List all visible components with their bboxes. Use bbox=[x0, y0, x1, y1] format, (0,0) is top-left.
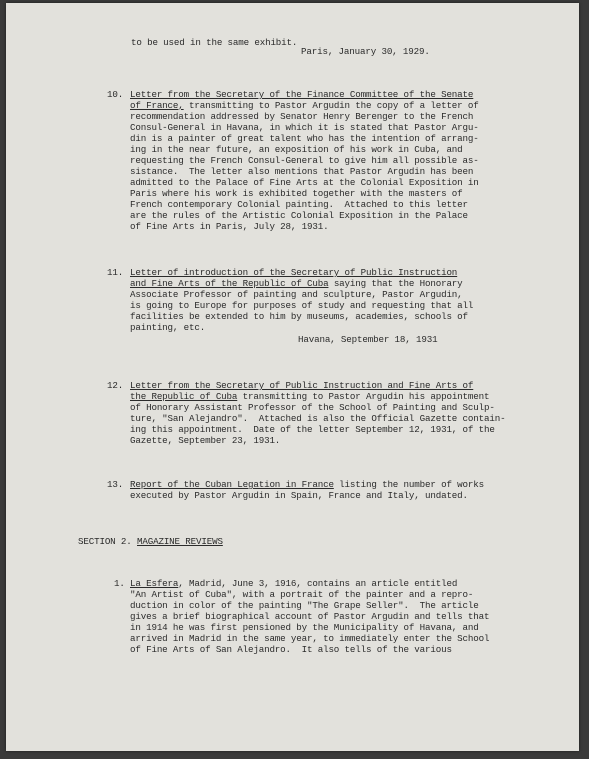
underlined-text: Report of the Cuban Legation in France bbox=[130, 479, 334, 490]
body-text: Gazette, September 23, 1931. bbox=[130, 435, 281, 446]
review-line bbox=[130, 578, 457, 589]
item-line bbox=[130, 300, 473, 311]
body-text: ing in the near future, an exposition of his work in Cuba, and bbox=[130, 144, 463, 155]
item-line bbox=[130, 311, 468, 322]
item-line bbox=[130, 199, 468, 210]
body-text: executed by Pastor Argudin in Spain, France and Italy, undated. bbox=[130, 490, 468, 501]
review-line bbox=[130, 633, 489, 644]
section-heading bbox=[78, 536, 223, 547]
body-text: Consul-General in Havana, in which it is stated that Pastor Argu- bbox=[130, 122, 479, 133]
item-dateline: Havana, September 18, 1931 bbox=[298, 334, 438, 345]
body-text: Paris where his work is exhibited together with the masters of bbox=[130, 188, 463, 199]
item-line bbox=[130, 380, 473, 391]
underlined-text: Letter of introduction of the Secretary of Public Instruction bbox=[130, 267, 458, 278]
body-text: saying that the Honorary bbox=[328, 278, 463, 289]
item-line bbox=[130, 122, 479, 133]
body-text: facilities be extended to him by museums, academies, schools of bbox=[130, 311, 468, 322]
body-text: listing the number of works bbox=[333, 479, 484, 490]
body-text: gives a brief biographical account of Pastor Argudin and tells that bbox=[130, 611, 490, 622]
item-line bbox=[130, 155, 479, 166]
item-number: 10. bbox=[107, 89, 124, 100]
item-line bbox=[130, 413, 505, 424]
item-line bbox=[130, 391, 489, 402]
body-text: of Honorary Assistant Professor of the School of Painting and Sculp- bbox=[130, 402, 495, 413]
item-line bbox=[130, 289, 463, 300]
review-line bbox=[130, 611, 489, 622]
item-line bbox=[130, 111, 473, 122]
fragment-line: to be used in the same exhibit. bbox=[131, 37, 298, 48]
item-line bbox=[130, 100, 479, 111]
item-line bbox=[130, 210, 468, 221]
body-text: arrived in Madrid in the same year, to immediately enter the School bbox=[130, 633, 490, 644]
section-prefix: SECTION 2. bbox=[78, 536, 137, 547]
item-line bbox=[130, 177, 479, 188]
item-number: 11. bbox=[107, 267, 124, 278]
body-text: of Fine Arts in Paris, July 28, 1931. bbox=[130, 221, 329, 232]
underlined-text: La Esfera bbox=[130, 578, 179, 589]
document-page bbox=[6, 3, 579, 751]
section-title: MAGAZINE REVIEWS bbox=[137, 536, 223, 547]
item-line bbox=[130, 490, 468, 501]
body-text: transmitting to Pastor Argudin the copy of a letter of bbox=[183, 100, 479, 111]
body-text: painting, etc. bbox=[130, 322, 206, 333]
body-text: are the rules of the Artistic Colonial Exposition in the Palace bbox=[130, 210, 468, 221]
body-text: is going to Europe for purposes of study and requesting that all bbox=[130, 300, 474, 311]
body-text: "An Artist of Cuba", with a portrait of the painter and a repro- bbox=[130, 589, 474, 600]
review-number: 1. bbox=[114, 578, 125, 589]
body-text: din is a painter of great talent who has the intention of arrang- bbox=[130, 133, 479, 144]
body-text: of Fine Arts of San Alejandro. It also tells of the various bbox=[130, 644, 452, 655]
underlined-text: and Fine Arts of the Republic of Cuba bbox=[130, 278, 329, 289]
item-line bbox=[130, 402, 495, 413]
item-number: 13. bbox=[107, 479, 124, 490]
item-line bbox=[130, 133, 479, 144]
review-line bbox=[130, 589, 473, 600]
underlined-text: Letter from the Secretary of the Finance Committee of the Senate bbox=[130, 89, 474, 100]
body-text: duction in color of the painting "The Grape Seller". The article bbox=[130, 600, 479, 611]
review-line bbox=[130, 644, 452, 655]
body-text: ing this appointment. Date of the letter September 12, 1931, of the bbox=[130, 424, 495, 435]
item-line bbox=[130, 267, 457, 278]
item-line bbox=[130, 479, 484, 490]
body-text: Associate Professor of painting and sculpture, Pastor Argudin, bbox=[130, 289, 463, 300]
item-line bbox=[130, 278, 463, 289]
body-text: , Madrid, June 3, 1916, contains an article entitled bbox=[178, 578, 458, 589]
item-line bbox=[130, 144, 463, 155]
fragment-dateline: Paris, January 30, 1929. bbox=[301, 46, 430, 57]
item-number: 12. bbox=[107, 380, 124, 391]
body-text: admitted to the Palace of Fine Arts at the Colonial Exposition in bbox=[130, 177, 479, 188]
item-line bbox=[130, 221, 328, 232]
underlined-text: Letter from the Secretary of Public Instruction and Fine Arts of bbox=[130, 380, 474, 391]
body-text: sistance. The letter also mentions that Pastor Argudin has been bbox=[130, 166, 474, 177]
item-line bbox=[130, 435, 280, 446]
review-line bbox=[130, 600, 479, 611]
item-line bbox=[130, 188, 463, 199]
underlined-text: of France, bbox=[130, 100, 184, 111]
body-text: requesting the French Consul-General to give him all possible as- bbox=[130, 155, 479, 166]
body-text: in 1914 he was first pensioned by the Municipality of Havana, and bbox=[130, 622, 479, 633]
item-line bbox=[130, 322, 205, 333]
underlined-text: the Republic of Cuba bbox=[130, 391, 238, 402]
item-line bbox=[130, 424, 495, 435]
body-text: recommendation addressed by Senator Henry Berenger to the French bbox=[130, 111, 474, 122]
body-text: ture, "San Alejandro". Attached is also the Official Gazette contain- bbox=[130, 413, 506, 424]
item-line bbox=[130, 89, 473, 100]
body-text: transmitting to Pastor Argudin his appointment bbox=[237, 391, 490, 402]
item-line bbox=[130, 166, 473, 177]
review-line bbox=[130, 622, 479, 633]
body-text: French contemporary Colonial painting. Attached to this letter bbox=[130, 199, 468, 210]
